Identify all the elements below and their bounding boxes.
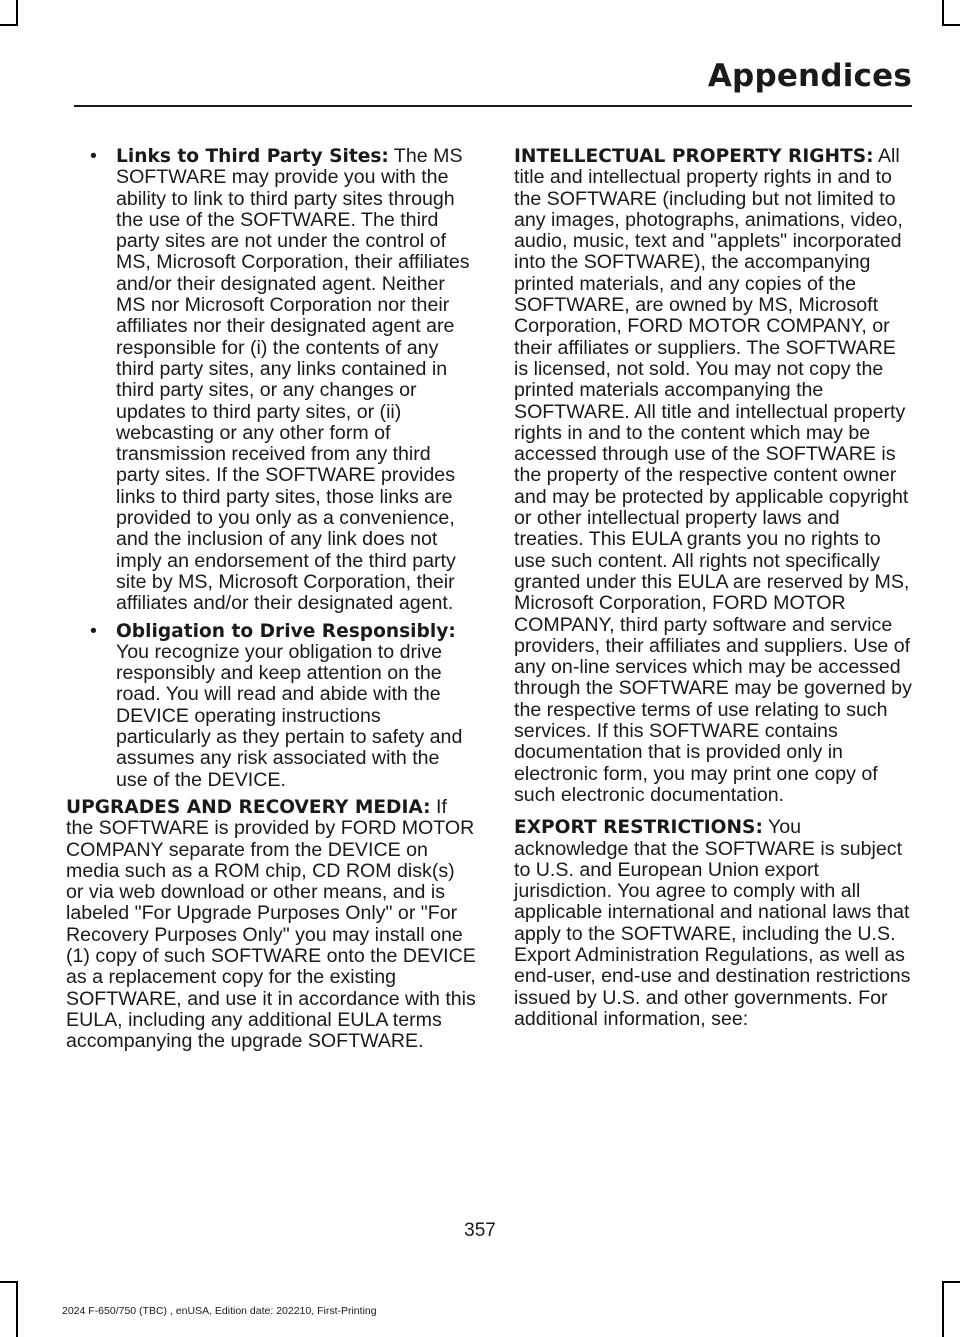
crop-mark-top-right-horizontal (942, 24, 960, 26)
paragraph-upgrades-recovery-media (66, 797, 476, 1053)
section-heading: INTELLECTUAL PROPERTY RIGHTS: (514, 146, 874, 167)
crop-mark-bottom-right-vertical (942, 1281, 944, 1337)
bullet-heading: Obligation to Drive Responsibly: (116, 620, 456, 642)
bullet-icon: • (90, 619, 97, 642)
right-column (514, 146, 912, 1041)
paragraph-intellectual-property (514, 146, 912, 806)
section-heading: UPGRADES AND RECOVERY MEDIA: (66, 796, 431, 818)
bullet-icon: • (90, 145, 97, 167)
bullet-heading: Links to Third Party Sites: (116, 146, 389, 167)
crop-mark-bottom-right-horizontal (942, 1281, 960, 1283)
page-title: Appendices (707, 58, 912, 94)
bullet-text: The MS SOFTWARE may provide you with the ability to link to third party sites through the use of the SOFTWARE. The third party sites are not under the control of MS, Microsoft Corporation, their affiliates and/or their designated agent. Neither MS nor Microsoft Corporation nor their affiliates nor their designated agent are responsible for (i) the contents of any third party sites, any links contained in third party sites, or any changes or updates to third party sites, or (ii) webcasting or any other form of transmission received from any third party sites. If the SOFTWARE provides links to third party sites, those links are provided to you only as a convenience, and the inclusion of any link does not imply an endorsement of the third party site by MS, Microsoft Corporation, their affiliates and/or their designated agent. (116, 145, 470, 615)
section-text: You acknowledge that the SOFTWARE is subject to U.S. and European Union export jurisdiction. You agree to comply with all applicable international and national laws that apply to the SOFTWARE, including the U.S. Export Administration Regulations, as well as end-user, end-use and destination restrictions issued by U.S. and other governments. For additional information, see: (514, 816, 911, 1030)
crop-mark-top-left-vertical (16, 0, 18, 24)
paragraph-export-restrictions (514, 817, 912, 1030)
section-text: All title and intellectual property rights in and to the SOFTWARE (including but not limited to any images, photographs, animations, video, audio, music, text and "applets" incorporated into the SOFTWARE), the accompanying printed materials, and any copies of the SOFTWARE, are owned by MS, Microsoft Corporation, FORD MOTOR COMPANY, or their affiliates or suppliers. The SOFTWARE is licensed, not sold. You may not copy the printed materials accompanying the SOFTWARE. All title and intellectual property rights in and to the content which may be accessed through use of the SOFTWARE is the property of the respective content owner and may be protected by applicable copyright or other intellectual property laws and treaties. This EULA grants you no rights to use such content. All rights not specifically granted under this EULA are reserved by MS, Microsoft Corporation, FORD MOTOR COMPANY, third party software and service providers, their affiliates and suppliers. Use of any on-line services which may be accessed through the SOFTWARE may be governed by the respective terms of use relating to such services. If this SOFTWARE contains documentation that is provided only in electronic form, you may print one copy of such electronic documentation. (514, 145, 912, 806)
page-number: 357 (464, 1220, 496, 1241)
bullet-item-third-party-sites (66, 146, 476, 615)
left-column (66, 146, 476, 1063)
section-text: If the SOFTWARE is provided by FORD MOTOR COMPANY separate from the DEVICE on media such as a ROM chip, CD ROM disk(s) or via web download or other means, and is labeled "For Upgrade Purposes Only" or "For Recovery Purposes Only" you may install one (1) copy of such SOFTWARE onto the DEVICE as a replacement copy for the existing SOFTWARE, and use it in accordance with this EULA, including any additional EULA terms accompanying the upgrade SOFTWARE. (66, 795, 476, 1053)
section-heading: EXPORT RESTRICTIONS: (514, 817, 763, 839)
header-divider (74, 105, 912, 107)
crop-mark-bottom-left-horizontal (0, 1281, 18, 1283)
crop-mark-bottom-left-vertical (16, 1281, 18, 1337)
bullet-item-drive-responsibly (66, 621, 476, 791)
footer-edition-info: 2024 F-650/750 (TBC) , enUSA, Edition date: 202210, First-Printing (62, 1305, 377, 1317)
crop-mark-top-right-vertical (942, 0, 944, 24)
crop-mark-top-left-horizontal (0, 24, 18, 26)
bullet-text: You recognize your obligation to drive responsibly and keep attention on the road. You will read and abide with the DEVICE operating instructions particularly as they pertain to safety and assumes any risk associated with the use of the DEVICE. (116, 640, 463, 791)
